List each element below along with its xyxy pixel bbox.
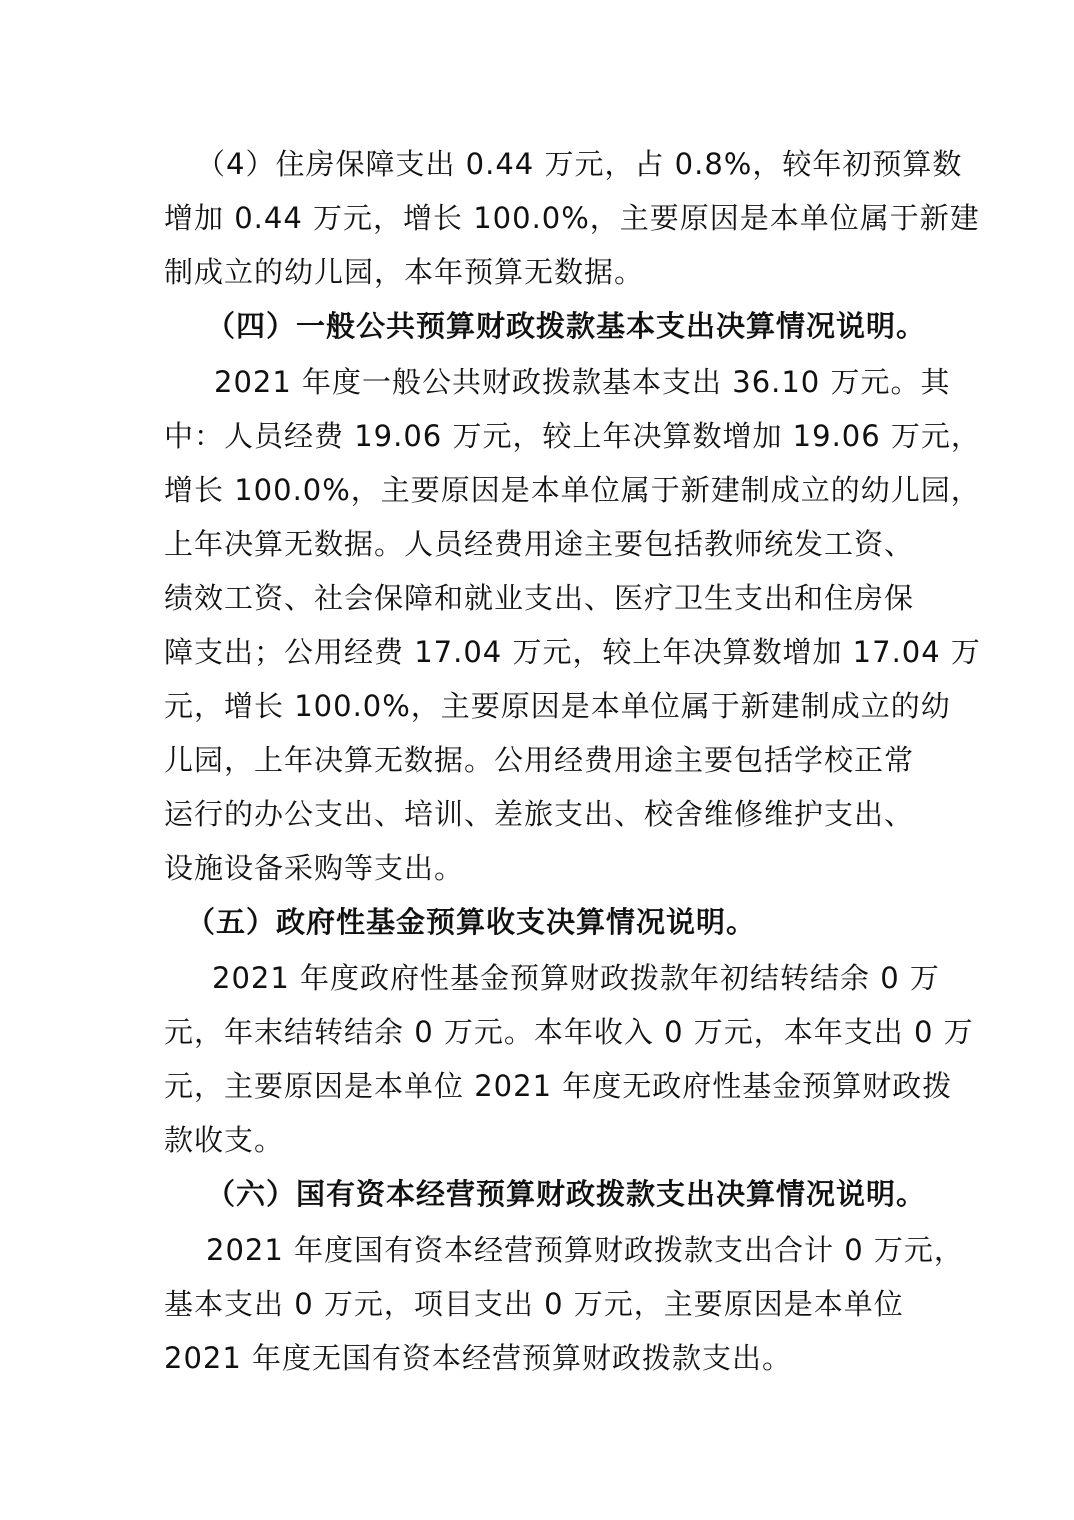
section-heading: （四）一般公共预算财政拨款基本支出决算情况说明。 [206, 309, 927, 343]
section-heading: （六）国有资本经营预算财政拨款支出决算情况说明。 [206, 1177, 927, 1211]
paragraph-line: 上年决算无数据。人员经费用途主要包括教师统发工资、 [164, 527, 915, 561]
paragraph-line: （4）住房保障支出 0.44 万元，占 0.8%，较年初预算数 [196, 147, 963, 181]
paragraph-line: 元，年末结转结余 0 万元。本年收入 0 万元，本年支出 0 万 [164, 1015, 974, 1049]
paragraph-line: 增长 100.0%，主要原因是本单位属于新建制成立的幼儿园， [164, 473, 981, 507]
section-heading: （五）政府性基金预算收支决算情况说明。 [186, 905, 757, 939]
paragraph-line: 设施设备采购等支出。 [164, 851, 465, 885]
paragraph-line: 运行的办公支出、培训、差旅支出、校舍维修维护支出、 [164, 797, 915, 831]
paragraph-line: 儿园，上年决算无数据。公用经费用途主要包括学校正常 [164, 743, 915, 777]
paragraph-line: 中：人员经费 19.06 万元，较上年决算数增加 19.06 万元， [164, 419, 981, 453]
paragraph-line: 绩效工资、社会保障和就业支出、医疗卫生支出和住房保 [164, 581, 915, 615]
paragraph-line: 2021 年度无国有资本经营预算财政拨款支出。 [164, 1341, 793, 1375]
paragraph-line: 2021 年度国有资本经营预算财政拨款支出合计 0 万元， [206, 1233, 964, 1267]
paragraph-line: 元，主要原因是本单位 2021 年度无政府性基金预算财政拨 [164, 1069, 953, 1103]
paragraph-line: 元，增长 100.0%，主要原因是本单位属于新建制成立的幼 [164, 689, 951, 723]
paragraph-line: 基本支出 0 万元，项目支出 0 万元，主要原因是本单位 [164, 1287, 904, 1321]
paragraph-line: 2021 年度一般公共财政拨款基本支出 36.10 万元。其 [214, 365, 951, 399]
paragraph-line: 障支出；公用经费 17.04 万元，较上年决算数增加 17.04 万 [164, 635, 981, 669]
paragraph-line: 增加 0.44 万元，增长 100.0%，主要原因是本单位属于新建 [164, 201, 980, 235]
paragraph-line: 款收支。 [164, 1123, 285, 1157]
paragraph-line: 制成立的幼儿园，本年预算无数据。 [164, 255, 645, 289]
paragraph-line: 2021 年度政府性基金预算财政拨款年初结转结余 0 万 [212, 961, 940, 995]
